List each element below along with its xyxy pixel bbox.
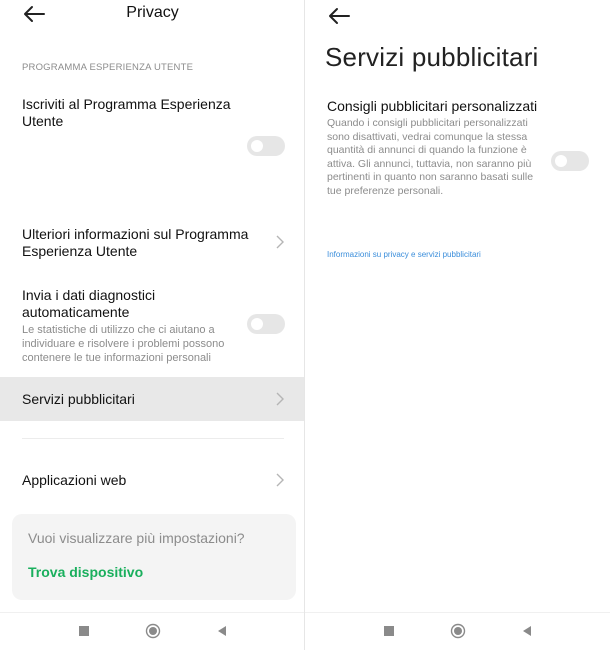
circle-icon[interactable] — [145, 623, 161, 639]
iscriviti-toggle[interactable] — [247, 136, 285, 156]
setting-text — [22, 287, 242, 365]
setting-text — [22, 226, 267, 260]
chevron-right-icon — [275, 392, 285, 406]
setting-label: Invia i dati diagnostici automaticamente — [22, 287, 156, 320]
square-icon[interactable] — [76, 623, 92, 639]
setting-row-consigli-pubblicitari[interactable] — [305, 98, 610, 238]
setting-label: Applicazioni web — [22, 472, 127, 488]
page-title: Servizi pubblicitari — [325, 42, 539, 72]
consigli-toggle[interactable] — [551, 151, 589, 171]
setting-row-iscriviti[interactable] — [0, 94, 305, 214]
more-settings-card — [12, 514, 296, 600]
more-settings-question: Vuoi visualizzare più impostazioni? — [28, 530, 245, 546]
toggle-knob — [251, 140, 263, 152]
servizi-pubblicitari-screen — [305, 0, 610, 650]
setting-label: Ulteriori informazioni sul Programma Esperienza Utente — [22, 226, 249, 259]
back-arrow-icon[interactable] — [327, 6, 351, 26]
divider — [22, 438, 284, 439]
privacy-info-link[interactable]: Informazioni su privacy e servizi pubblicitari — [327, 250, 481, 259]
setting-label: Iscriviti al Programma Esperienza Utente — [22, 96, 231, 129]
triangle-back-icon[interactable] — [519, 623, 535, 639]
setting-row-dati-diagnostici[interactable] — [0, 287, 305, 367]
triangle-back-icon[interactable] — [214, 623, 230, 639]
setting-description: Le statistiche di utilizzo che ci aiutano a individuare e risolvere i problemi possono contenere le tue informazioni personali — [22, 324, 225, 364]
setting-row-ulteriori-informazioni[interactable] — [0, 226, 305, 266]
chevron-right-icon — [275, 473, 285, 487]
setting-label: Consigli pubblicitari personalizzati — [327, 98, 538, 114]
square-icon[interactable] — [381, 623, 397, 639]
chevron-right-icon — [275, 235, 285, 249]
setting-row-applicazioni-web[interactable] — [0, 458, 305, 502]
setting-row-servizi-pubblicitari[interactable] — [0, 377, 305, 421]
setting-description: Quando i consigli pubblicitari personalizzati sono disattivati, vedrai comunque la stessa quantità di annunci di quando la funzione è attiva. Gli annunci, tuttavia, non saranno più pertinenti in quanto non saranno basati sulle tue preferenze personali. — [327, 117, 534, 197]
setting-label: Servizi pubblicitari — [22, 391, 135, 407]
circle-icon[interactable] — [450, 623, 466, 639]
setting-text — [327, 98, 549, 198]
setting-text — [22, 96, 247, 130]
system-nav-bar — [305, 612, 610, 650]
page-title: Privacy — [126, 4, 179, 21]
system-nav-bar — [0, 612, 305, 650]
diagnostici-toggle[interactable] — [247, 314, 285, 334]
trova-dispositivo-link[interactable]: Trova dispositivo — [28, 564, 144, 580]
section-header: PROGRAMMA ESPERIENZA UTENTE — [22, 62, 194, 73]
toggle-knob — [251, 318, 263, 330]
toggle-knob — [555, 155, 567, 167]
